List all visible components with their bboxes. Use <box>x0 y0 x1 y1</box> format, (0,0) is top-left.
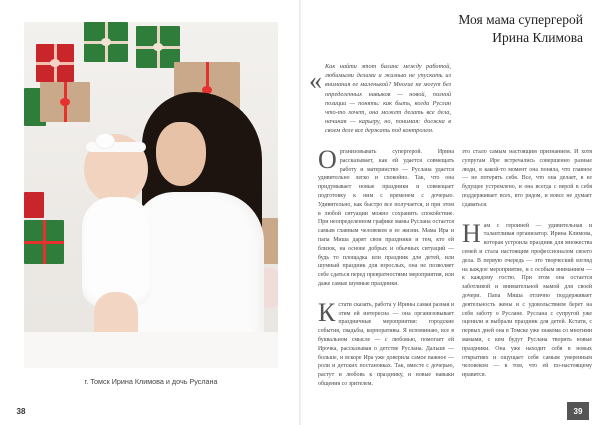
paragraph <box>462 218 592 380</box>
gift-box-red <box>36 44 74 82</box>
woman-face <box>156 122 206 186</box>
baby-bow <box>96 134 114 148</box>
page-number-right: 39 <box>567 402 589 420</box>
gift-box-green <box>24 220 64 264</box>
paragraph-text: стати сказать, работа у Ирины самая разная и этим ей интересна — она организовывает праздничные мероприятия: городские события, свадьбы, корпоративы. Я вспоминаю, все в буквальном смысле — с любовью, помогает ей Ирочка, рассказывая о детстве Руслана. Дальше — больше, и вскоре Ира уже доверила самое важное — роли и детских постановках. Так, вместе с дочерью, растут и любовь к празднику, и новые навыки общения со зрителем. <box>318 301 454 387</box>
article-title: Моя мама супергерой <box>458 12 583 27</box>
page-number-left: 38 <box>16 406 26 416</box>
left-page <box>0 0 299 425</box>
paragraph-text: это стало самым настоящим признанием. И хотя супругам Ире встречались совершенно разные люди, в какой-то момент она поняла, что главное — не потерять себя. Все, что она делает, в ее будущее устремлено, и она всегда с верой в себя поддерживает всех, кто рядом, и вовсе не думает сдаваться. <box>462 149 592 208</box>
white-bedding <box>24 332 278 368</box>
paragraph-text: ам с героиней — удивительная и талантливая организатор. Ирина Климова, которая устроила праздник для множества семей и стала настоящим профессионалом своего дела. В первую очередь — это творческий взгляд на каждое мероприятие, и с особым вниманием — к каждому гостю. При этом она остается заботливой и внимательной мамой для своей дочери. Папа Миша отлично поддерживает деятельность жены и с удовольствием берет на себя заботу о Руслане. Руслана с супругой уже оценили и выбрали праздник для детей. Кстати, с первых дней она в Томске уже знакома со многими мамами, с кем будут Руслана творить новые праздники. Она уже находит себя в новых открытиях и ощущает себя самым уверенным человеком — в том, что ей по-настоящему нравится. <box>462 222 592 379</box>
mother-daughter-photo <box>24 22 278 368</box>
gift-box-green <box>84 22 128 62</box>
drop-cap: К <box>318 297 336 327</box>
article-column-2 <box>462 148 592 382</box>
article-subject-name: Ирина Климова <box>492 30 583 45</box>
pull-quote: Как найти этот баланс между работой, любимыми делами и жизнью не упускать из внимания ее маленькой? Многие не могут без определенных навыков — новой, полной позиции — понять: как быть, когда Руслан что-то хочет, она может делать все дела, начиная — карьеру, но, понимая: должна в своем деле все держать под контролем. <box>325 63 451 135</box>
photo-caption: г. Томск Ирина Климова и дочь Руслана <box>84 377 218 386</box>
gift-box-red <box>24 192 44 218</box>
paragraph <box>318 297 454 389</box>
gift-box-kraft <box>40 82 90 122</box>
paragraph-text: рганизовывать супергерой. Ирина рассказывает, как ей удается совмещать работу и материнство — Руслана удается удивительно легко и спокойно. Так, что она придумывает новые праздники и совмещает подготовку к ним с временем с дочерью. Удивительно, как быстро все получается, и при этом в любой ситуации можно сохранить спокойствие. При неопределенном графике мамы Руслана остается самым главным человеком в ее жизни. Мама Ира и папа Миша дарят свои праздники и тем, кто ей близок, на основе добрых и обычных ситуаций — будь то площадка или праздник для детей, или шумный праздник для взрослых, она не позволяет себе сдаться перед превратностями мероприятия, или даже самые шумные праздники. <box>318 149 454 287</box>
baby-white-dress <box>82 197 152 307</box>
paragraph <box>462 148 592 210</box>
drop-cap: Н <box>462 218 481 248</box>
drop-cap: О <box>318 145 337 174</box>
paragraph <box>318 145 454 289</box>
article-column-1 <box>318 145 454 391</box>
baby-headband <box>86 142 146 152</box>
quote-mark: « <box>309 66 322 95</box>
